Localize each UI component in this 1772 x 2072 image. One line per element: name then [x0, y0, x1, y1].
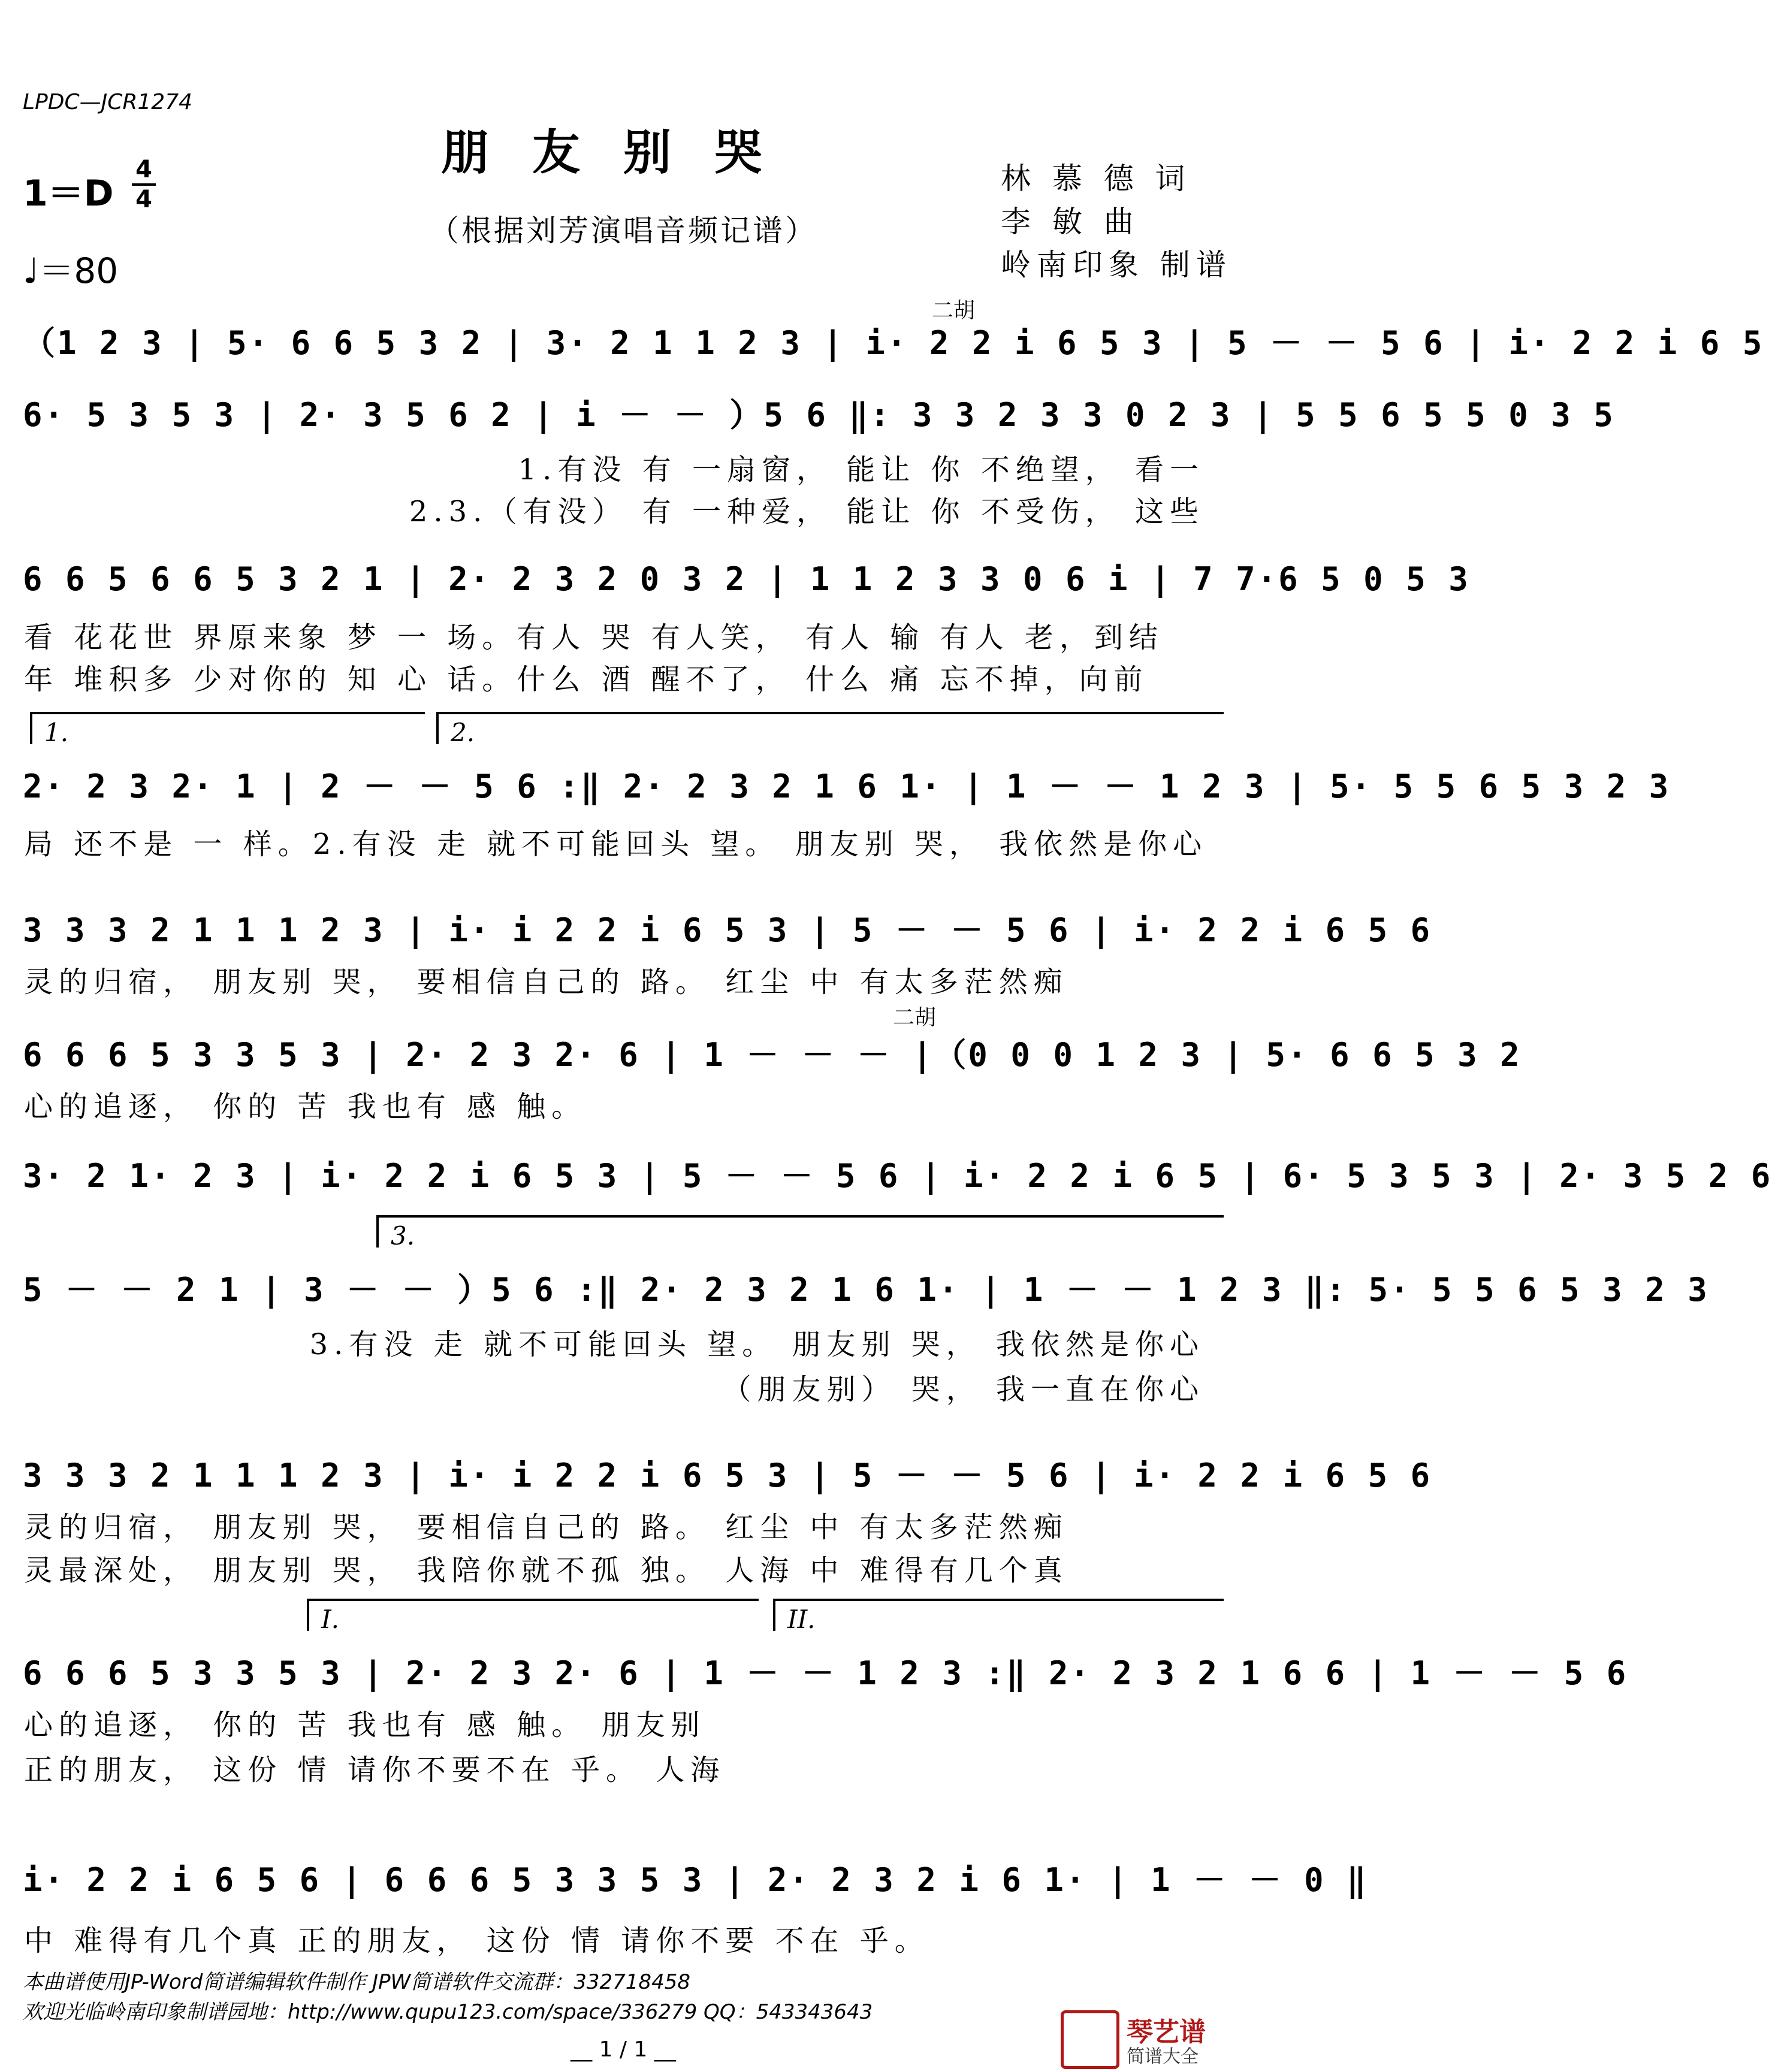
- song-subtitle: （根据刘芳演唱音频记谱）: [429, 213, 817, 248]
- footer-website: 欢迎光临岭南印象制谱园地：http://www.qupu123.com/space/336279 QQ：543343643: [23, 2000, 873, 2024]
- credits: [1001, 157, 1232, 286]
- lyric-line: 心的追逐， 你的 苦 我也有 感 触。: [24, 1090, 587, 1123]
- lyric-line: 心的追逐， 你的 苦 我也有 感 触。 朋友别: [24, 1708, 706, 1742]
- logo-subtext: 简谱大全: [1127, 2046, 1199, 2067]
- lyric-line: 灵的归宿， 朋友别 哭， 要相信自己的 路。 红尘 中 有太多茫然痴: [24, 1511, 1068, 1544]
- notation-line: 3 3 3 2 1 1 1 2 3 | i· i 2 2 i 6 5 3 | 5 － － 5 6 | i· 2 2 i 6 5 6: [23, 1457, 1432, 1494]
- lyric-line: 看 花花世 界原来象 梦 一 场。有人 哭 有人笑， 有人 输 有人 老，到结: [24, 621, 1164, 654]
- lyric-line: 1.有没 有 一扇窗， 能让 你 不绝望， 看一: [518, 453, 1205, 487]
- time-top: 4: [135, 156, 152, 183]
- arranger: 岭南印象 制谱: [1001, 247, 1232, 282]
- lyric-line: 灵最深处， 朋友别 哭， 我陪你就不孤 独。 人海 中 难得有几个真: [24, 1554, 1068, 1587]
- notation-line: 6 6 5 6 6 5 3 2 1 | 2· 2 3 2 0 3 2 | 1 1 2 3 3 0 6 i | 7 7·6 5 0 5 3: [23, 560, 1470, 598]
- lyric-line: 局 还不是 一 样。2.有没 走 就不可能回头 望。 朋友别 哭， 我依然是你心: [24, 827, 1208, 861]
- time-bottom: 4: [135, 186, 152, 213]
- lyric-line: 中 难得有几个真 正的朋友， 这份 情 请你不要 不在 乎。: [24, 1924, 929, 1958]
- notation-line: 5 － － 2 1 | 3 － － ）5 6 :‖ 2· 2 3 2 1 6 1· | 1 － － 1 2 3 ‖: 5· 5 5 6 5 3 2 3: [23, 1271, 1709, 1309]
- volta-bracket: 2.: [436, 712, 1224, 744]
- volta-bracket: 1.: [30, 712, 425, 744]
- key-signature: 1＝D: [23, 173, 114, 215]
- volta-bracket: I.: [307, 1599, 759, 1631]
- score-code: LPDC—JCR1274: [23, 90, 193, 114]
- notation-line: i· 2 2 i 6 5 6 | 6 6 6 5 3 3 5 3 | 2· 2 3 2 i 6 1· | 1 － － 0 ‖: [23, 1861, 1368, 1899]
- erhu-label: 二胡: [932, 298, 976, 323]
- notation-line: （1 2 3 | 5· 6 6 5 3 2 | 3· 2 1 1 2 3 | i· 2 2 i 6 5 3 | 5 － － 5 6 | i· 2 2 i 6 5: [23, 324, 1764, 362]
- lyric-line: 2.3.（有没） 有 一种爱， 能让 你 不受伤， 这些: [409, 495, 1205, 528]
- logo-mark-icon: [1061, 2010, 1119, 2069]
- time-signature: [132, 157, 156, 212]
- volta-bracket: 3.: [376, 1215, 1224, 1248]
- song-title: 朋友别哭: [441, 124, 805, 180]
- lyricist: 林 慕 德 词: [1001, 161, 1191, 196]
- notation-line: 6 6 6 5 3 3 5 3 | 2· 2 3 2· 6 | 1 － － 1 2 3 :‖ 2· 2 3 2 1 6 6 | 1 － － 5 6: [23, 1654, 1628, 1692]
- lyric-line: 正的朋友， 这份 情 请你不要不在 乎。 人海: [24, 1753, 726, 1787]
- lyric-line: （朋友别） 哭， 我一直在你心: [722, 1373, 1205, 1406]
- footer-software: 本曲谱使用JP-Word简谱编辑软件制作 JPW简谱软件交流群：332718458: [23, 1970, 690, 1994]
- notation-line: 2· 2 3 2· 1 | 2 － － 5 6 :‖ 2· 2 3 2 1 6 1· | 1 － － 1 2 3 | 5· 5 5 6 5 3 2 3: [23, 768, 1671, 805]
- notation-line: 3· 2 1· 2 3 | i· 2 2 i 6 5 3 | 5 － － 5 6 | i· 2 2 i 6 5 | 6· 5 3 5 3 | 2· 3 5 2 6: [23, 1157, 1772, 1195]
- notation-line: 6 6 6 5 3 3 5 3 | 2· 2 3 2· 6 | 1 － － － |（0 0 0 1 2 3 | 5· 6 6 5 3 2: [23, 1036, 1522, 1074]
- composer: 李 敏 曲: [1001, 204, 1140, 239]
- lyric-line: 年 堆积多 少对你的 知 心 话。什么 酒 醒不了， 什么 痛 忘不掉，向前: [24, 663, 1149, 696]
- volta-bracket: II.: [773, 1599, 1224, 1631]
- lyric-line: 灵的归宿， 朋友别 哭， 要相信自己的 路。 红尘 中 有太多茫然痴: [24, 965, 1068, 999]
- logo-text: 琴艺谱: [1127, 2017, 1206, 2047]
- notation-line: 3 3 3 2 1 1 1 2 3 | i· i 2 2 i 6 5 3 | 5 － － 5 6 | i· 2 2 i 6 5 6: [23, 911, 1432, 949]
- erhu-label: 二胡: [893, 1005, 937, 1030]
- tempo-mark: ♩＝80: [23, 250, 119, 291]
- lyric-line: 3.有没 走 就不可能回头 望。 朋友别 哭， 我依然是你心: [309, 1328, 1205, 1361]
- page-number: __ 1 / 1 __: [570, 2037, 676, 2062]
- notation-line: 6· 5 3 5 3 | 2· 3 5 6 2 | i － － ）5 6 ‖: 3 3 2 3 3 0 2 3 | 5 5 6 5 5 0 3 5: [23, 396, 1615, 434]
- site-logo: [1061, 2010, 1234, 2070]
